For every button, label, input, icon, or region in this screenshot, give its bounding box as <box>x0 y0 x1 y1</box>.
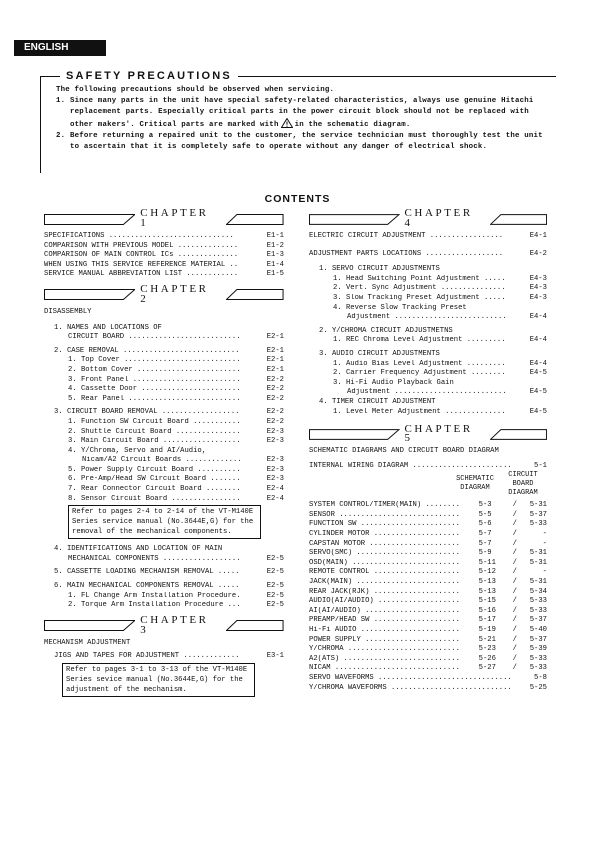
toc-entry[interactable] <box>44 242 284 252</box>
safety-body <box>56 85 548 153</box>
toc-entry-page: E1-4 <box>266 260 284 269</box>
toc-entry[interactable] <box>54 652 284 662</box>
toc-entry[interactable] <box>44 251 284 261</box>
toc-subgroup <box>54 418 284 539</box>
toc-entry[interactable] <box>44 232 284 242</box>
toc-entry-label: 3. Slow Tracking Preset Adjustment ..... <box>333 293 506 302</box>
toc-entry-label: CIRCUIT BOARD .......................... <box>68 333 241 342</box>
column-separator: / <box>512 510 517 519</box>
toc-entry-page: E4-4 <box>529 336 547 345</box>
toc-entry-page: E2-1 <box>266 333 284 342</box>
toc-entry[interactable] <box>68 385 284 395</box>
toc-entry-page: E2-5 <box>266 554 284 563</box>
column-separator: / <box>512 645 517 654</box>
circuit-board-page: 5-33 <box>529 654 547 663</box>
diagram-table-row[interactable] <box>309 645 547 655</box>
toc-entry-page: E4-2 <box>529 249 547 258</box>
toc-entry-label: SERVO WAVEFORMS ............................... <box>309 673 512 682</box>
warning-triangle-icon <box>281 118 293 128</box>
chapter-bar-left-icon <box>44 620 135 631</box>
schematic-page: 5-17 <box>478 616 496 625</box>
toc-subgroup <box>319 275 547 323</box>
toc-entry-page: E2-1 <box>266 346 284 355</box>
schematic-page: 5-7 <box>478 530 492 539</box>
toc-entry-label: 6. MAIN MECHANICAL COMPONENTS REMOVAL ..... <box>54 582 240 591</box>
toc-entry-page: E4-3 <box>529 284 547 293</box>
circuit-board-page: 5-37 <box>529 616 547 625</box>
toc-group <box>44 652 284 697</box>
safety-item-number: 2. <box>56 132 66 140</box>
column-separator: / <box>512 635 517 644</box>
toc-entry-label: 2. Vert. Sync Adjustment ............... <box>333 284 506 293</box>
column-separator: / <box>512 520 517 529</box>
section-mechanism-adjustment: MECHANISM ADJUSTMENT <box>44 638 131 647</box>
toc-entry-page: E4-4 <box>529 313 547 322</box>
note-line: removal of the mechanical components. <box>72 528 232 537</box>
column-separator: / <box>512 568 517 577</box>
toc-entry-page: 5-8 <box>534 673 547 682</box>
toc-entry-label: 3. CIRCUIT BOARD REMOVAL .................. <box>54 408 240 417</box>
toc-entry[interactable] <box>54 408 284 418</box>
toc-entry-label: 1. Function SW Circuit Board ........... <box>68 417 241 426</box>
language-tag: ENGLISH <box>14 40 106 56</box>
chapter-bar-right-icon <box>490 214 547 225</box>
diagram-table-row[interactable] <box>309 664 547 674</box>
toc-group <box>44 324 284 611</box>
chapter-bar-right-icon <box>226 214 284 225</box>
toc-entry-label: COMPARISON WITH PREVIOUS MODEL .............. <box>44 241 239 250</box>
toc-entry-label: Adjustment .......................... <box>347 388 507 397</box>
circuit-board-column-header: CIRCUIT BOARD DIAGRAM <box>508 471 538 498</box>
diagram-row-label: SYSTEM CONTROL/TIMER(MAIN) ........ <box>309 501 460 510</box>
circuit-board-page: 5-31 <box>529 558 547 567</box>
toc-entry-page: E3-1 <box>266 652 284 661</box>
toc-entry-label: 1. Audio Bias Level Adjustment ......... <box>333 359 506 368</box>
toc-entry-page: E4-4 <box>529 359 547 368</box>
schematic-page: 5-7 <box>478 539 492 548</box>
schematic-page: 5-21 <box>478 635 496 644</box>
toc-entry[interactable] <box>309 462 547 472</box>
toc-entry[interactable] <box>68 495 284 505</box>
diagram-row-label: REMOTE CONTROL .................... <box>309 568 460 577</box>
diagram-table-row[interactable] <box>309 588 547 598</box>
diagram-row-label: Y/CHROMA .......................... <box>309 645 460 654</box>
toc-entry-page: E2-4 <box>266 485 284 494</box>
toc-entry[interactable] <box>68 356 284 366</box>
circuit-board-page: 5-39 <box>529 645 547 654</box>
toc-entry[interactable] <box>54 333 284 343</box>
circuit-board-page: 5-31 <box>529 578 547 587</box>
chapter-1-label: CHAPTER 1 <box>140 207 209 229</box>
toc-entry[interactable] <box>68 428 284 438</box>
chapter-bar-right-icon <box>226 289 284 300</box>
toc-entry-page: E2-3 <box>266 427 284 436</box>
schematic-page: 5-15 <box>478 597 496 606</box>
chapter-4-heading <box>309 207 547 229</box>
toc-entry[interactable] <box>68 418 284 428</box>
toc-entry-page: E4-1 <box>529 232 547 240</box>
diagram-row-label: SENSOR ............................ <box>309 510 460 519</box>
toc-entry[interactable] <box>54 347 284 357</box>
toc-entry-label: 1. Level Meter Adjustment .............. <box>333 407 506 416</box>
diagram-row-label: POWER SUPPLY ...................... <box>309 635 460 644</box>
toc-entry-page: E4-5 <box>529 369 547 378</box>
toc-entry[interactable] <box>68 475 284 485</box>
toc-entry-label: 7. Rear Connector Circuit Board ........ <box>68 485 241 494</box>
toc-entry-label: COMPARISON OF MAIN CONTROL ICs .............. <box>44 251 239 260</box>
chapter-bar-left-icon <box>309 214 400 225</box>
toc-entry-page: E2-1 <box>266 365 284 374</box>
toc-entry-label: INTERNAL WIRING DIAGRAM ....................... <box>309 461 512 470</box>
section-schematic-diagrams: SCHEMATIC DIAGRAMS AND CIRCUIT BOARD DIAGRAM <box>309 447 499 456</box>
toc-entry[interactable] <box>333 388 547 398</box>
diagram-table-row[interactable] <box>309 549 547 559</box>
column-separator: / <box>512 501 517 510</box>
toc-heading: 2. Y/CHROMA CIRCUIT ADJUSTMETNS <box>319 326 453 335</box>
toc-entry-label: WHEN USING THIS SERVICE REFERENCE MATERIAL .. <box>44 260 239 269</box>
toc-entry-page: E1-1 <box>266 232 284 240</box>
toc-entry-page: E2-3 <box>266 475 284 484</box>
toc-entry-page: E4-5 <box>529 407 547 416</box>
toc-entry[interactable] <box>333 275 547 285</box>
safety-item-2 <box>56 131 548 153</box>
toc-entry[interactable] <box>68 466 284 476</box>
schematic-page: 5-26 <box>478 654 496 663</box>
toc-entry[interactable] <box>68 601 284 611</box>
toc-entry-page: E2-5 <box>266 568 284 577</box>
toc-subgroup <box>319 408 547 418</box>
toc-entry[interactable] <box>309 250 547 260</box>
schematic-page: 5-13 <box>478 578 496 587</box>
circuit-board-page: 5-33 <box>529 664 547 673</box>
chapter-bar-left-icon <box>44 214 135 225</box>
toc-entry-label: 1. REC Chroma Level Adjustment ......... <box>333 336 506 345</box>
toc-entry[interactable] <box>333 369 547 379</box>
toc-entry[interactable] <box>333 284 547 294</box>
chapter-bar-left-icon <box>44 289 135 300</box>
diagram-row-label: AUDIO(AI/AUDIO) ................... <box>309 597 460 606</box>
diagram-rows <box>309 501 547 674</box>
toc-heading: 4. Y/Chroma, Servo and AI/Audio, <box>68 446 207 455</box>
toc-entry[interactable] <box>333 294 547 304</box>
toc-entry-page: E2-5 <box>266 591 284 600</box>
note-line: Series service manual (No.3644E,G) for the <box>72 518 254 527</box>
schematic-page: 5-9 <box>478 549 492 558</box>
toc-entry-label: JIGS AND TAPES FOR ADJUSTMENT ............. <box>54 652 240 661</box>
toc-entry-page: E4-3 <box>529 274 547 283</box>
diagram-row-label: CAPSTAN MOTOR ..................... <box>309 539 460 548</box>
toc-entry[interactable] <box>68 456 284 466</box>
column-separator: / <box>512 587 517 596</box>
toc-entry[interactable] <box>54 568 284 578</box>
section-disassembly: DISASSEMBLY <box>44 307 92 316</box>
toc-entry-label: 2. Bottom Cover ........................ <box>68 365 241 374</box>
toc-entry[interactable] <box>309 232 547 242</box>
chapter-3-heading <box>44 614 284 636</box>
chapter-2-label: CHAPTER 2 <box>140 283 209 305</box>
toc-subgroup <box>54 356 284 404</box>
safety-item-1 <box>56 96 548 131</box>
toc-entry[interactable] <box>68 592 284 602</box>
diagram-row-label: NICAM ............................. <box>309 664 460 673</box>
column-separator: / <box>512 558 517 567</box>
safety-item-text-part: in the schematic diagram. <box>294 121 411 129</box>
toc-entry-label: 2. Torque Arm Installation Procedure ... <box>68 601 241 610</box>
toc-entry[interactable] <box>54 582 284 592</box>
diagram-row-label: AI(AI/AUDIO) ...................... <box>309 606 460 615</box>
toc-entry-label: 2. Carrier Frequency Adjustment ........ <box>333 369 506 378</box>
toc-entry[interactable] <box>333 336 547 346</box>
chapter-4-label: CHAPTER 4 <box>404 207 473 229</box>
diagram-row-label: Hi-Fi AUDIO ....................... <box>309 626 460 634</box>
contents-title: CONTENTS <box>264 193 331 205</box>
diagram-row-label: SERVO(SMC) ........................ <box>309 549 460 558</box>
circuit-board-page: 5-37 <box>529 635 547 644</box>
toc-heading: 3. Hi-Fi Audio Playback Gain <box>333 378 454 387</box>
circuit-board-page: 5-40 <box>529 626 547 634</box>
chapter-1-heading <box>44 207 284 229</box>
circuit-board-page: 5-31 <box>529 549 547 558</box>
toc-entry-label: Nicam/A2 Circuit Boards ............. <box>82 456 242 465</box>
toc-entry-page: E4-3 <box>529 293 547 302</box>
toc-entry[interactable] <box>309 674 547 684</box>
diagram-row-label: REAR JACK(RJK) .................... <box>309 587 460 596</box>
toc-entry-label: 6. Pre-Amp/Head SW Circuit Board ....... <box>68 475 241 484</box>
toc-entry[interactable] <box>44 261 284 271</box>
toc-entry-label: SERVICE MANUAL ABBREVIATION LIST ............ <box>44 270 239 279</box>
diagram-row-label: JACK(MAIN) ........................ <box>309 578 460 587</box>
schematic-page: 5-3 <box>478 501 492 510</box>
schematic-page: 5-13 <box>478 587 496 596</box>
circuit-board-page: - <box>542 568 547 577</box>
toc-entry-page: E2-2 <box>266 417 284 426</box>
chapter-2-heading <box>44 283 284 305</box>
diagram-table-row[interactable] <box>309 540 547 550</box>
circuit-board-page: 5-33 <box>529 520 547 529</box>
column-separator: / <box>512 654 517 663</box>
schematic-page: 5-23 <box>478 645 496 654</box>
safety-item-number: 1. <box>56 97 66 105</box>
toc-entry-label: 3. Front Panel ......................... <box>68 375 241 384</box>
circuit-board-page: 5-33 <box>529 606 547 615</box>
toc-subgroup <box>319 360 547 398</box>
toc-entry-label: 1. FL Change Arm Installation Procedure. <box>68 591 241 600</box>
toc-entry-page: E2-2 <box>266 394 284 403</box>
diagram-table-row[interactable] <box>309 616 547 626</box>
diagram-table-row[interactable] <box>309 607 547 617</box>
toc-entry-page: E2-3 <box>266 437 284 446</box>
toc-entry-page: E2-1 <box>266 356 284 365</box>
diagram-table-row[interactable] <box>309 530 547 540</box>
diagram-row-label: A2(ATS) ........................... <box>309 654 460 663</box>
toc-entry-page: E4-5 <box>529 388 547 397</box>
note-line: Series sevice manual (No.3644E,G) for the <box>66 676 243 684</box>
toc-heading: 4. IDENTIFICATIONS AND LOCATION OF MAIN <box>54 545 223 554</box>
toc-entry-label: ADJUSTMENT PARTS LOCATIONS .................. <box>309 249 504 258</box>
column-separator: / <box>512 578 517 587</box>
toc-entry[interactable] <box>333 313 547 323</box>
schematic-page: 5-27 <box>478 664 496 673</box>
circuit-board-page: 5-33 <box>529 597 547 606</box>
toc-entry-label: 5. Power Supply Circuit Board .......... <box>68 465 241 474</box>
toc-entry-label: 5. Rear Panel .......................... <box>68 394 241 403</box>
toc-entry[interactable] <box>68 437 284 447</box>
note-line: adjustment of the mechanism. <box>66 686 187 694</box>
circuit-board-page: - <box>542 539 547 548</box>
toc-entry-page: E2-4 <box>266 494 284 503</box>
toc-entry-page: E2-2 <box>266 375 284 384</box>
toc-entry-page: E2-2 <box>266 385 284 394</box>
toc-entry[interactable] <box>54 555 284 565</box>
diagram-table-row[interactable] <box>309 559 547 569</box>
toc-entry-label: 1. Head Switching Point Adjustment ..... <box>333 274 506 283</box>
reference-note <box>68 505 261 539</box>
contents-left-column <box>44 207 284 699</box>
circuit-board-page: 5-37 <box>529 510 547 519</box>
chapter-3-label: CHAPTER 3 <box>140 614 209 636</box>
circuit-board-page: 5-31 <box>529 501 547 510</box>
toc-entry[interactable] <box>309 684 547 694</box>
circuit-board-page: 5-34 <box>529 587 547 596</box>
toc-entry-label: MECHANICAL COMPONENTS .................. <box>68 554 241 563</box>
diagram-column-headers <box>309 471 547 501</box>
toc-entry[interactable] <box>68 485 284 495</box>
toc-entry-page: E1-3 <box>266 251 284 260</box>
toc-entry-page: E2-2 <box>266 408 284 417</box>
toc-heading: 1. SERVO CIRCUIT ADJUSTMENTS <box>319 265 440 274</box>
toc-entry-label: 8. Sensor Circuit Board ................ <box>68 494 241 503</box>
safety-title: SAFETY PRECAUTIONS <box>60 70 238 82</box>
diagram-row-label: FUNCTION SW ....................... <box>309 520 460 529</box>
toc-entry-label: 4. Cassette Door ....................... <box>68 385 241 394</box>
contents-right-column <box>309 207 547 693</box>
chapter-5-label: CHAPTER 5 <box>404 422 473 445</box>
toc-entry-page: E2-3 <box>266 456 284 465</box>
toc-heading: 3. AUDIO CIRCUIT ADJUSTMENTS <box>319 349 440 358</box>
column-separator: / <box>512 616 517 625</box>
toc-entry-page: 5-25 <box>529 683 547 692</box>
column-separator: / <box>512 626 517 634</box>
column-separator: / <box>512 664 517 673</box>
diagram-table-row[interactable] <box>309 636 547 646</box>
toc-entry-label: ELECTRIC CIRCUIT ADJUSTMENT ................. <box>309 232 504 240</box>
toc-entry[interactable] <box>333 360 547 370</box>
toc-entry-label: SPECIFICATIONS ............................. <box>44 232 234 240</box>
toc-heading: 4. TIMER CIRCUIT ADJUSTMENT <box>319 397 436 406</box>
toc-entry[interactable] <box>68 376 284 386</box>
toc-entry-page: E2-5 <box>266 601 284 610</box>
circuit-board-page: - <box>542 530 547 539</box>
chapter-bar-left-icon <box>309 429 400 440</box>
toc-entry-label: 2. CASE REMOVAL ........................... <box>54 346 240 355</box>
column-separator: / <box>512 549 517 558</box>
toc-entry-page: E1-2 <box>266 241 284 250</box>
diagram-table-row[interactable] <box>309 501 547 511</box>
chapter-bar-right-icon <box>490 429 547 440</box>
toc-heading: 1. NAMES AND LOCATIONS OF <box>54 323 162 332</box>
toc-entry[interactable] <box>333 408 547 418</box>
diagram-row-label: PREAMP/HEAD SW .................... <box>309 616 460 625</box>
schematic-page: 5-6 <box>478 520 492 529</box>
safety-item-text <box>70 96 548 131</box>
toc-subgroup <box>319 336 547 346</box>
schematic-page: 5-12 <box>478 568 496 577</box>
toc-entry[interactable] <box>68 366 284 376</box>
column-separator: / <box>512 606 517 615</box>
diagram-table-row[interactable] <box>309 511 547 521</box>
schematic-page: 5-19 <box>478 626 496 634</box>
toc-entry[interactable] <box>44 270 284 280</box>
schematic-page: 5-5 <box>478 510 492 519</box>
column-separator: / <box>512 597 517 606</box>
reference-note <box>62 663 255 697</box>
schematic-page: 5-16 <box>478 606 496 615</box>
toc-entry-label: 5. CASSETTE LOADING MECHANISM REMOVAL ..... <box>54 568 240 577</box>
column-separator: / <box>512 539 517 548</box>
diagram-table-row[interactable] <box>309 655 547 665</box>
diagram-row-label: OSD(MAIN) ......................... <box>309 558 460 567</box>
schematic-column-header: SCHEMATIC DIAGRAM <box>456 475 494 493</box>
diagram-table-row[interactable] <box>309 578 547 588</box>
toc-group <box>309 265 547 417</box>
diagram-table-row[interactable] <box>309 520 547 530</box>
safety-item-text: Before returning a repaired unit to the customer, the service technician must thoroughly test the unit to ascertain that it is completely safe to operate without any danger of electrical shock. <box>70 132 543 151</box>
toc-entry-page: E2-3 <box>266 465 284 474</box>
diagram-table-row[interactable] <box>309 626 547 636</box>
toc-entry-page: 5-1 <box>534 461 547 470</box>
toc-entry-page: E1-5 <box>266 270 284 279</box>
toc-entry[interactable] <box>68 395 284 405</box>
toc-entry-label: 2. Shuttle Circuit Board ............... <box>68 427 241 436</box>
toc-entry-label: Y/CHROMA WAVEFORMS ............................ <box>309 683 512 692</box>
toc-entry-label: 1. Top Cover ........................... <box>68 356 241 365</box>
toc-subgroup <box>54 592 284 611</box>
diagram-table-row[interactable] <box>309 568 547 578</box>
note-line: Refer to pages 3-1 to 3-13 of the VT-M140E <box>66 666 248 674</box>
toc-entry-label: Adjustment .......................... <box>347 313 507 322</box>
toc-entry-label: 3. Main Circuit Board .................. <box>68 437 241 446</box>
chapter-bar-right-icon <box>226 620 284 631</box>
note-line: Refer to pages 2-4 to 2-14 of the VT-M140E <box>72 508 254 517</box>
toc-heading: 4. Reverse Slow Tracking Preset <box>333 303 467 312</box>
schematic-page: 5-11 <box>478 558 496 567</box>
chapter-5-heading <box>309 422 547 445</box>
toc-entry-page: E2-5 <box>266 582 284 591</box>
safety-item-text-part: Since many parts in the unit have special safety-related characteristics, always use genuine Hitachi replacement parts. Especially critical parts in the power circuit block should not be replaced with other makers'. Critical parts are marked with <box>70 97 534 129</box>
diagram-table-row[interactable] <box>309 597 547 607</box>
diagram-row-label: CYLINDER MOTOR .................... <box>309 530 460 539</box>
safety-intro: The following precautions should be observed when servicing. <box>56 86 335 94</box>
column-separator: / <box>512 530 517 539</box>
